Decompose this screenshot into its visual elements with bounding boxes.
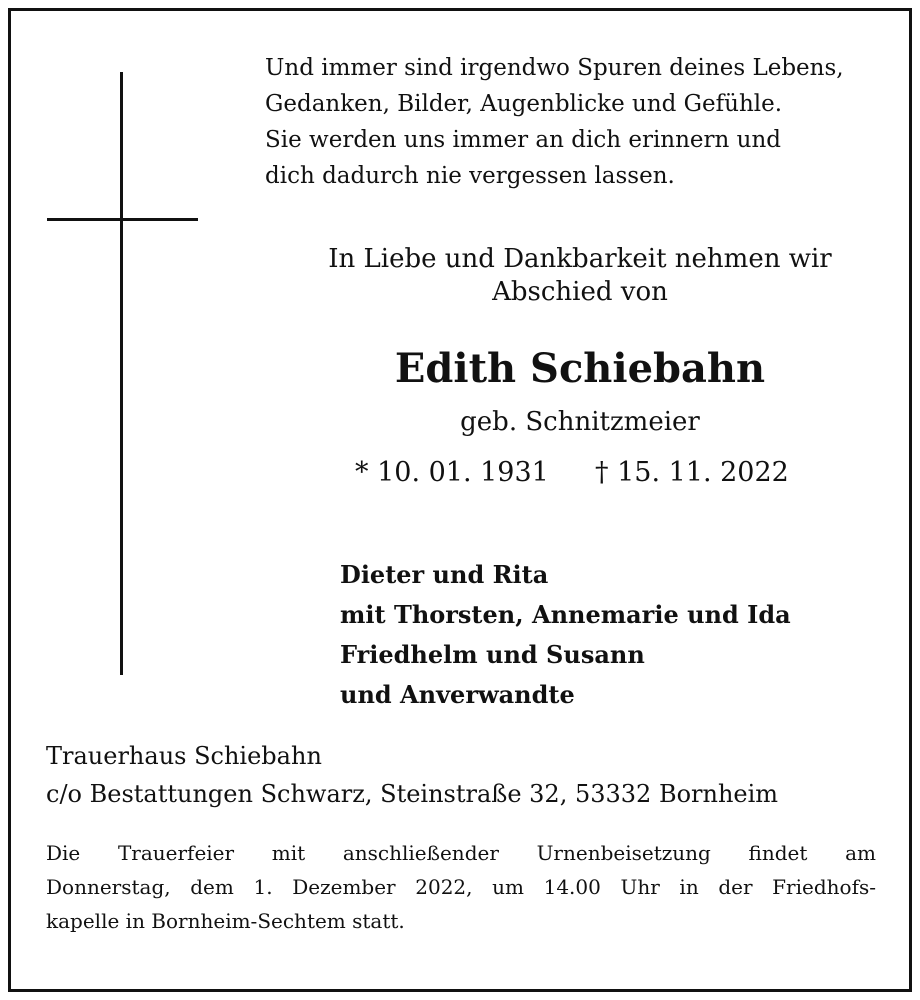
death-date: † 15. 11. 2022 (595, 457, 789, 488)
mourner-line: Friedhelm und Susann (340, 640, 645, 669)
mourners-list (340, 555, 900, 715)
house-line: Trauerhaus Schiebahn (46, 742, 322, 770)
cross-icon-horizontal-bar (47, 218, 198, 221)
life-dates (355, 455, 815, 491)
poem-line: Und immer sind irgendwo Spuren deines Lebens, (265, 55, 844, 81)
poem-line: dich dadurch nie vergessen lassen. (265, 163, 675, 189)
poem-line: Sie werden uns immer an dich erinnern und (265, 127, 782, 153)
poem-line: Gedanken, Bilder, Augenblicke und Gefühle. (265, 91, 783, 117)
service-line: kapelle in Bornheim-Sechtem statt. (46, 909, 405, 933)
funeral-service-notice (46, 836, 876, 938)
farewell-text (250, 243, 910, 309)
farewell-line: Abschied von (492, 277, 668, 307)
maiden-name: geb. Schnitzmeier (460, 407, 700, 437)
farewell-line: In Liebe und Dankbarkeit nehmen wir (328, 244, 832, 274)
house-line: c/o Bestattungen Schwarz, Steinstraße 32, 53332 Bornheim (46, 780, 779, 808)
poem-block (265, 50, 885, 194)
cross-icon-vertical-bar (120, 72, 123, 675)
mourning-house-address (46, 737, 896, 813)
service-line: Die Trauerfeier mit anschließender Urnenbeisetzung findet am (46, 841, 876, 865)
mourner-line: mit Thorsten, Annemarie und Ida (340, 600, 791, 629)
service-line: Donnerstag, dem 1. Dezember 2022, um 14.00 Uhr in der Friedhofs- (46, 875, 876, 899)
mourner-line: und Anverwandte (340, 680, 575, 709)
birth-date: * 10. 01. 1931 (355, 457, 549, 488)
deceased-name: Edith Schiebahn (394, 345, 766, 392)
mourner-line: Dieter und Rita (340, 560, 549, 589)
